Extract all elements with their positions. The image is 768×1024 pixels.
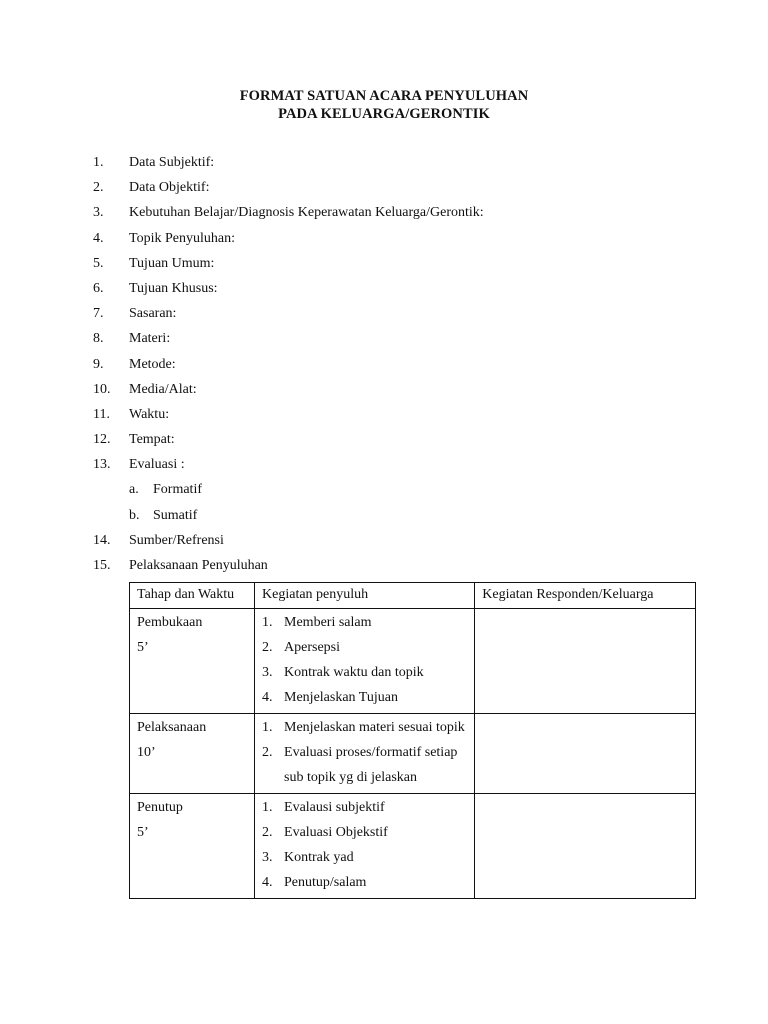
item-number: 10.: [93, 381, 111, 397]
respondent-activities-cell: [475, 794, 696, 899]
stage-cell: [130, 609, 255, 714]
activity-text: Evaluasi Objekstif: [284, 825, 388, 840]
item-label: Data Objektif:: [129, 180, 210, 196]
table-header-row: [130, 583, 696, 609]
list-item: [93, 179, 713, 204]
item-label: Media/Alat:: [129, 381, 197, 397]
table-row: [130, 794, 696, 899]
activity-number: 1.: [262, 615, 273, 630]
activity-item: [262, 660, 467, 685]
educator-activities-cell: [255, 794, 475, 899]
respondent-activities-cell: [475, 714, 696, 794]
activity-item: [262, 820, 467, 845]
list-item: [93, 230, 713, 255]
list-subitem: [93, 507, 713, 532]
activity-number: 1.: [262, 720, 273, 735]
respondent-activities-cell: [475, 609, 696, 714]
table-row: [130, 609, 696, 714]
activity-text: Evaluasi proses/formatif setiap sub topik yg di jelaskan: [284, 745, 458, 785]
item-number: 9.: [93, 356, 104, 372]
implementation-table: [129, 582, 696, 899]
table-row: [130, 714, 696, 794]
activity-number: 2.: [262, 745, 273, 760]
stage-cell: [130, 714, 255, 794]
stage-time: 5’: [137, 640, 149, 655]
activity-item: [262, 870, 467, 895]
list-item: [93, 204, 713, 229]
list-item: [93, 255, 713, 280]
list-item: [93, 456, 713, 481]
item-number: 6.: [93, 280, 104, 296]
list-item: [93, 532, 713, 557]
column-header-educator: Kegiatan penyuluh: [255, 583, 475, 609]
activity-number: 4.: [262, 690, 273, 705]
column-header-stage: Tahap dan Waktu: [130, 583, 255, 609]
item-number: 1.: [93, 155, 104, 170]
activity-text: Kontrak waktu dan topik: [284, 665, 424, 680]
item-label: Metode:: [129, 356, 176, 372]
item-number: 4.: [93, 230, 104, 246]
activity-text: Menjelaskan materi sesuai topik: [284, 720, 465, 735]
item-label: Kebutuhan Belajar/Diagnosis Keperawatan Keluarga/Gerontik:: [129, 205, 484, 221]
list-item: [93, 280, 713, 305]
item-label: Waktu:: [129, 406, 170, 422]
educator-activities-cell: [255, 714, 475, 794]
list-item: [93, 154, 713, 179]
document-title-line2: PADA KELUARGA/GERONTIK: [278, 106, 490, 122]
item-number: 3.: [93, 205, 104, 221]
activity-number: 3.: [262, 850, 273, 865]
list-item: [93, 431, 713, 456]
item-label: Tempat:: [129, 432, 175, 448]
item-label: Topik Penyuluhan:: [129, 230, 235, 246]
activity-number: 4.: [262, 875, 273, 890]
activity-item: [262, 845, 467, 870]
item-number: 15.: [93, 558, 111, 573]
item-number: 13.: [93, 457, 111, 473]
item-label: Materi:: [129, 331, 171, 347]
activity-list: [262, 795, 467, 895]
subitem-letter: b.: [129, 507, 140, 523]
activity-number: 2.: [262, 825, 273, 840]
item-label: Sumber/Refrensi: [129, 532, 224, 548]
column-header-respondent: Kegiatan Responden/Keluarga: [475, 583, 696, 609]
stage-cell: [130, 794, 255, 899]
item-label: Evaluasi :: [129, 457, 185, 473]
item-number: 7.: [93, 306, 104, 322]
stage-name: Pembukaan: [137, 615, 203, 630]
list-item: [93, 381, 713, 406]
activity-text: Menjelaskan Tujuan: [284, 690, 398, 705]
item-number: 11.: [93, 406, 110, 422]
activity-item: [262, 715, 467, 740]
item-label: Tujuan Umum:: [129, 255, 215, 271]
item-number: 2.: [93, 180, 104, 196]
activity-number: 2.: [262, 640, 273, 655]
item-number: 12.: [93, 432, 111, 448]
activity-list: [262, 610, 467, 710]
activity-text: Penutup/salam: [284, 875, 367, 890]
activity-item: [262, 685, 467, 710]
activity-list: [262, 715, 467, 790]
item-number: 8.: [93, 331, 104, 347]
stage-name: Penutup: [137, 800, 183, 815]
stage-time: 10’: [137, 745, 156, 760]
list-item: [93, 330, 713, 355]
educator-activities-cell: [255, 609, 475, 714]
activity-text: Memberi salam: [284, 615, 372, 630]
activity-number: 3.: [262, 665, 273, 680]
item-number: 5.: [93, 255, 104, 271]
subitem-label: Formatif: [153, 482, 202, 498]
list-item: [93, 406, 713, 431]
list-subitem: [93, 481, 713, 506]
list-item: [93, 305, 713, 330]
activity-item: [262, 610, 467, 635]
activity-text: Apersepsi: [284, 640, 341, 655]
activity-item: [262, 740, 467, 790]
stage-time: 5’: [137, 825, 149, 840]
activity-item: [262, 635, 467, 660]
activity-number: 1.: [262, 800, 273, 815]
stage-name: Pelaksanaan: [137, 720, 207, 735]
activity-text: Kontrak yad: [284, 850, 354, 865]
list-item: [93, 356, 713, 381]
item-label: Pelaksanaan Penyuluhan: [129, 558, 268, 573]
activity-item: [262, 795, 467, 820]
activity-text: Evalausi subjektif: [284, 800, 385, 815]
form-field-list: [93, 154, 713, 582]
item-label: Tujuan Khusus:: [129, 280, 218, 296]
document-title-line1: FORMAT SATUAN ACARA PENYULUHAN: [239, 88, 529, 104]
subitem-letter: a.: [129, 482, 139, 498]
subitem-label: Sumatif: [153, 507, 198, 523]
list-item: [93, 557, 713, 582]
item-label: Data Subjektif:: [129, 155, 215, 170]
item-label: Sasaran:: [129, 306, 177, 322]
item-number: 14.: [93, 532, 111, 548]
